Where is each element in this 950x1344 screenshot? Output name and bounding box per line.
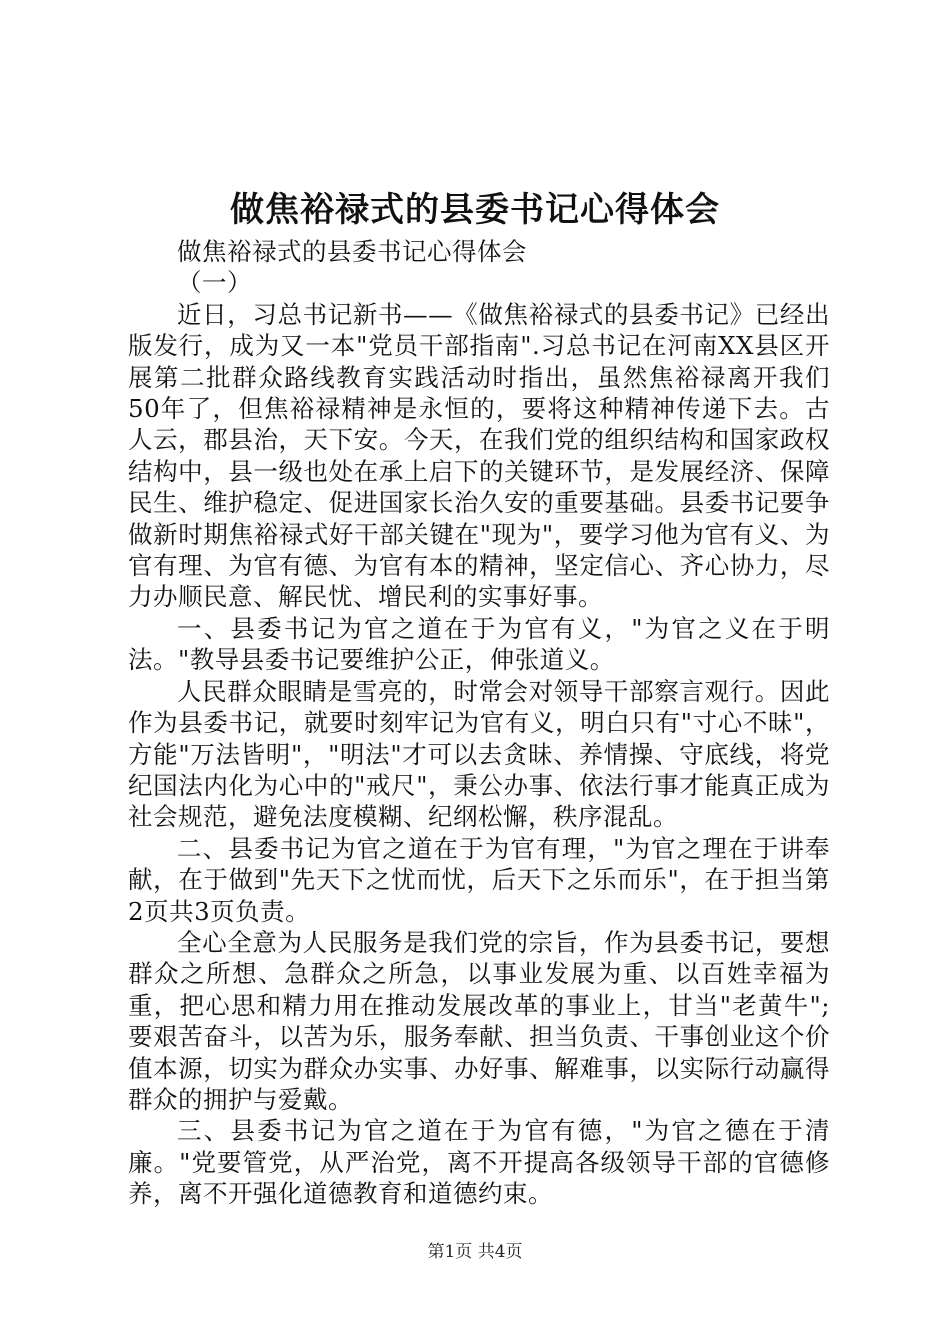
body-paragraph: 人民群众眼睛是雪亮的，时常会对领导干部察言观行。因此作为县委书记，就要时刻牢记为官有义，明白只有"寸心不昧"，方能"万法皆明"，"明法"才可以去贪昧、养情操、守底线，将党纪国法内化为心中的"戒尺"，秉公办事、依法行事才能真正成为社会规范，避免法度模糊、纪纲松懈，秩序混乱。 <box>128 676 830 832</box>
body-paragraph: 三、县委书记为官之道在于为官有德，"为官之德在于清廉。"党要管党，从严治党，离不开提高各级领导干部的官德修养，离不开强化道德教育和道德约束。 <box>128 1116 830 1209</box>
body-paragraph: 全心全意为人民服务是我们党的宗旨，作为县委书记，要想群众之所想、急群众之所急，以事业发展为重、以百姓幸福为重，把心思和精力用在推动发展改革的事业上，甘当"老黄牛";要艰苦奋斗，以苦为乐，服务奉献、担当负责、干事创业这个价值本源，切实为群众办实事、办好事、解难事，以实际行动赢得群众的拥护与爱戴。 <box>128 927 830 1114</box>
body-paragraph: 近日，习总书记新书——《做焦裕禄式的县委书记》已经出版发行，成为又一本"党员干部指南".习总书记在河南XX县区开展第二批群众路线教育实践活动时指出，虽然焦裕禄离开我们50年了，但焦裕禄精神是永恒的，要将这种精神传递下去。古人云，郡县治，天下安。今天，在我们党的组织结构和国家政权结构中，县一级也处在承上启下的关键环节，是发展经济、保障民生、维护稳定、促进国家长治久安的重要基础。县委书记要争做新时期焦裕禄式好干部关键在"现为"，要学习他为官有义、为官有理、为官有德、为官有本的精神，坚定信心、齐心协力，尽力办顺民意、解民忧、增民利的实事好事。 <box>128 299 830 612</box>
body-paragraph: 二、县委书记为官之道在于为官有理，"为官之理在于讲奉献，在于做到"先天下之忧而忧，后天下之乐而乐"，在于担当第2页共3页负责。 <box>128 833 830 926</box>
page-footer: 第1页 共4页 <box>427 1242 523 1262</box>
document-body <box>128 236 830 1210</box>
document-title: 做焦裕禄式的县委书记心得体会 <box>230 190 720 230</box>
subtitle-paragraph: 做焦裕禄式的县委书记心得体会 <box>177 237 527 266</box>
body-paragraph: 一、县委书记为官之道在于为官有义，"为官之义在于明法。"教导县委书记要维护公正，伸张道义。 <box>128 613 830 675</box>
section-number: （一） <box>177 268 252 298</box>
